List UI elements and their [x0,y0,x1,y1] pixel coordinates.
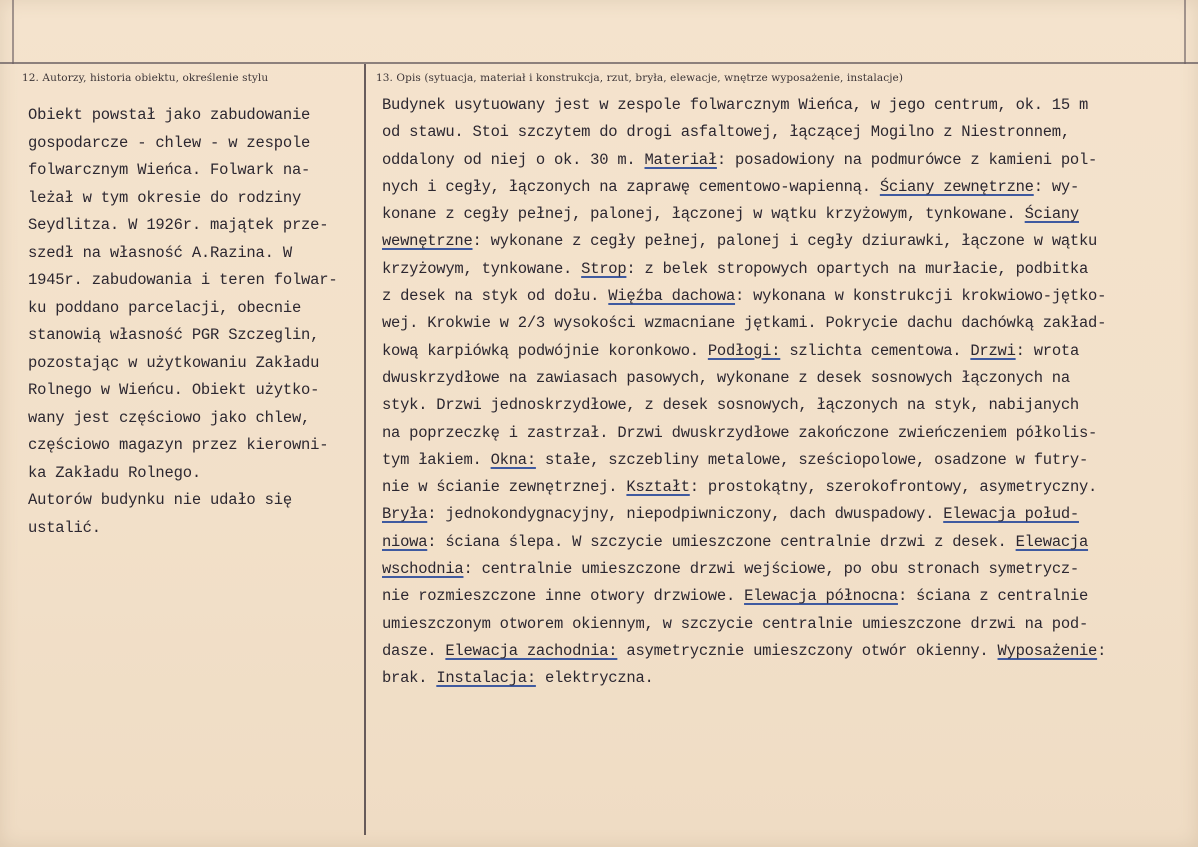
text-segment: Budynek usytuowany jest w zespole folwarcznym Wieńca, w jego centrum, ok. 15 m [382,96,1089,114]
text-segment: szlichta cementowa. [780,341,971,360]
text-line [382,447,1187,474]
text-line [382,365,1187,392]
text-line [382,92,1187,119]
text-segment: kową karpiówką podwójnie koronkowo. [382,341,708,360]
text-segment: wej. Krokwie w 2/3 wysokości wzmacniane jętkami. Pokrycie dachu dachówką zakład- [382,314,1107,333]
text-line [382,228,1187,255]
section-keyword: Strop [581,259,627,278]
text-segment: : ściana ślepa. W szczycie umieszczone centralnie drzwi z desek. [427,532,1016,551]
section-keyword: Wyposażenie [997,641,1098,660]
text-segment: brak. [382,669,437,688]
section-keyword: Elewacja połud- [943,505,1079,524]
right-edge-rule [1184,0,1186,64]
text-line [382,147,1187,174]
text-line [382,310,1187,337]
column-divider [364,64,366,835]
text-line: Rolnego w Wieńcu. Obiekt użytko- [28,381,320,399]
text-segment: : wy- [1033,177,1079,196]
text-line: ustalić. [28,518,101,537]
description-text [382,92,1187,693]
section-keyword: Materiał [644,150,717,169]
text-segment: krzyżowym, tynkowane. [382,259,582,278]
text-line: wany jest częściowo jako chlew, [28,408,311,427]
text-segment: stałe, szczebliny metalowe, sześciopolowe, osadzone w futry- [535,450,1089,469]
text-segment: z desek na styk od dołu. [382,287,609,306]
text-line: Obiekt powstał jako zabudowanie [28,106,311,124]
header-divider [0,62,1198,64]
text-line: leżał w tym okresie do rodziny [28,188,302,207]
text-segment: : z belek stropowych opartych na murłacie, podbitka [626,259,1089,278]
text-segment: : wrota [1015,341,1080,360]
text-segment: dwuskrzydłowe na zawiasach pasowych, wykonane z desek sosnowych łączonych na [382,368,1070,387]
authors-history-text [28,102,360,542]
text-segment: : prostokątny, szerokofrontowy, asymetryczny. [689,478,1098,497]
text-line [382,638,1187,665]
text-line [382,501,1187,528]
text-segment: umieszczonym otworem okiennym, w szczycie centralnie umieszczone drzwi na pod- [382,614,1089,633]
text-segment: na poprzeczkę i zastrzał. Drzwi dwuskrzydłowe zakończone zwieńczeniem półkolis- [382,423,1098,442]
text-segment: tym łakiem. [382,450,491,469]
text-segment: : jednokondygnacyjny, niepodpiwniczony, dach dwuspadowy. [427,505,944,524]
section-12-heading: 12. Autorzy, historia obiektu, określenie stylu [22,72,269,84]
section-keyword: Okna: [490,450,536,469]
text-line: szedł na własność A.Razina. W [28,243,292,262]
text-segment: : ściana z centralnie [897,587,1089,606]
text-line [382,474,1187,501]
text-segment: : centralnie umieszczone drzwi wejściowe, po obu stronach symetrycz- [463,560,1079,579]
text-line: ku poddano parcelacji, obecnie [28,298,302,317]
section-keyword: Instalacja: [436,669,536,688]
text-segment: : [1097,641,1107,660]
text-line [382,556,1187,583]
text-line: pozostając w użytkowaniu Zakładu [28,353,320,372]
section-keyword: Bryła [382,505,428,524]
section-keyword: wewnętrzne [382,232,473,251]
text-segment: nych i cegły, łączonych na zaprawę cementowo-wapienną. [382,177,880,196]
text-segment: : posadowiony na podmurówce z kamieni pol- [716,150,1098,169]
text-line: Seydlitza. W 1926r. majątek prze- [28,216,329,234]
section-keyword: Więźba dachowa [608,287,736,306]
section-13-heading: 13. Opis (sytuacja, materiał i konstrukcja, rzut, bryła, elewacje, wnętrze wyposażenie, instalacje) [376,72,904,84]
text-line [382,529,1187,556]
text-line [382,119,1187,146]
text-segment: asymetrycznie umieszczony otwór okienny. [617,641,998,660]
text-line: 1945r. zabudowania i teren folwar- [28,271,338,289]
text-line [382,420,1187,447]
section-keyword: Podłogi: [707,341,781,360]
text-segment: oddalony od niej o ok. 30 m. [382,150,645,169]
text-line [382,256,1187,283]
text-line: Autorów budynku nie udało się [28,491,292,509]
text-line: gospodarcze - chlew - w zespole [28,133,311,152]
text-line [382,174,1187,201]
text-line: częściowo magazyn przez kierowni- [28,436,329,454]
section-keyword: niowa [382,532,428,551]
text-line [382,338,1187,365]
text-line: stanowią własność PGR Szczeglin, [28,326,320,344]
text-segment: : wykonane z cegły pełnej, palonej i cegły dziurawki, łączone w wątku [472,232,1098,251]
text-segment: nie w ścianie zewnętrznej. [382,478,627,497]
section-keyword: Kształt [626,478,690,497]
text-line [382,283,1187,310]
section-keyword: Elewacja [1015,532,1089,551]
text-line [382,201,1187,228]
text-line: folwarcznym Wieńca. Folwark na- [28,161,311,179]
section-keyword: wschodnia [382,560,464,579]
text-segment: : wykonana w konstrukcji krokwiowo-jętko- [735,287,1107,306]
text-line [382,583,1187,610]
text-segment: konane z cegły pełnej, palonej, łączonej w wątku krzyżowym, tynkowane. [382,205,1025,224]
section-keyword: Elewacja zachodnia: [445,641,618,660]
section-keyword: Elewacja północna [744,587,898,606]
text-segment: dasze. [382,641,446,660]
left-edge-rule [12,0,14,64]
text-segment: elektryczna. [535,669,654,688]
text-segment: styk. Drzwi jednoskrzydłowe, z desek sosnowych, łączonych na styk, nabijanych [382,396,1079,415]
text-segment: od stawu. Stoi szczytem do drogi asfaltowej, łączącej Mogilno z Niestronnem, [382,123,1070,142]
text-line [382,611,1187,638]
text-line [382,665,1187,692]
text-segment: nie rozmieszczone inne otwory drzwiowe. [382,587,745,606]
section-keyword: Ściany zewnętrzne [879,177,1034,196]
section-keyword: Ściany [1024,205,1079,224]
text-line: ka Zakładu Rolnego. [28,463,201,482]
text-line [382,392,1187,419]
section-keyword: Drzwi [970,341,1016,360]
